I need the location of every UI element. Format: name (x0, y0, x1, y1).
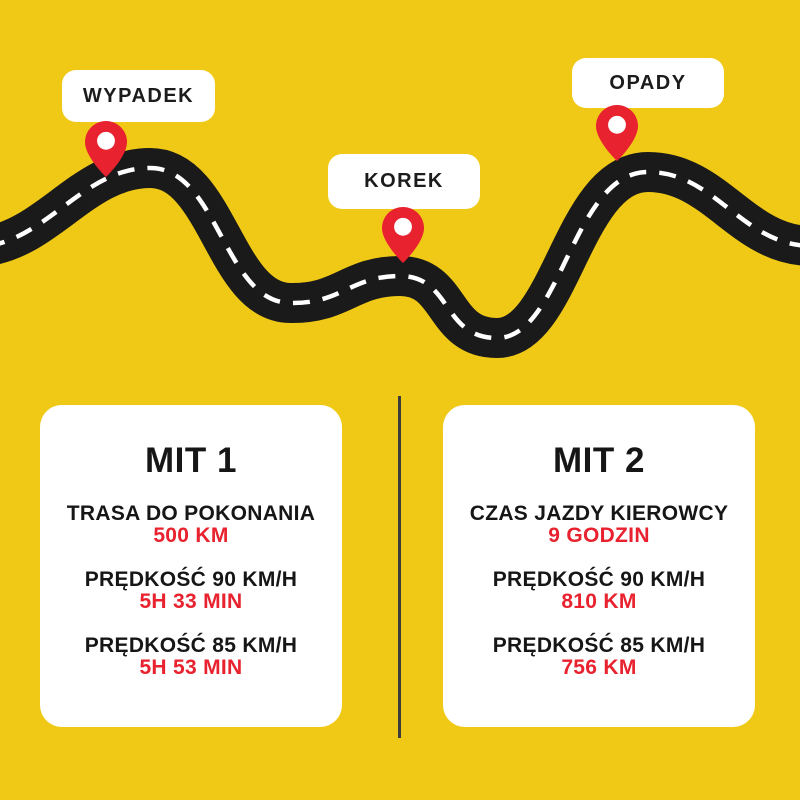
map-pin-icon (382, 207, 424, 263)
card-mit-2 (443, 405, 755, 727)
marker-label-text: KOREK (364, 170, 444, 192)
stat-value: 5H 53 MIN (139, 656, 243, 679)
map-pin-icon (596, 105, 638, 161)
stat-label: CZAS JAZDY KIEROWCY (469, 502, 729, 525)
stat-label: TRASA DO POKONANIA (66, 502, 316, 525)
stat-label: PRĘDKOŚĆ 85 KM/H (492, 634, 706, 657)
stat-value: 756 KM (561, 656, 637, 679)
stat-speed-90 (85, 569, 298, 613)
stat-speed-85 (493, 635, 706, 679)
marker-label-text: WYPADEK (82, 84, 195, 107)
stat-value: 500 KM (153, 524, 229, 547)
stat-drive-time (470, 503, 729, 547)
marker-label-wypadek (62, 70, 215, 122)
stat-label: PRĘDKOŚĆ 90 KM/H (492, 568, 706, 591)
stat-value: 9 GODZIN (548, 524, 650, 547)
marker-label-korek (328, 154, 480, 209)
stat-label: PRĘDKOŚĆ 85 KM/H (84, 634, 298, 657)
stat-speed-85 (85, 635, 298, 679)
stat-speed-90 (493, 569, 706, 613)
marker-label-text: OPADY (609, 71, 687, 94)
map-pin-icon (85, 121, 127, 177)
stat-distance (67, 503, 315, 547)
stat-value: 5H 33 MIN (139, 590, 243, 613)
stat-value: 810 KM (561, 590, 637, 613)
card-title: MIT 1 (145, 441, 237, 480)
card-mit-1 (40, 405, 342, 727)
marker-label-opady (572, 58, 724, 108)
card-title: MIT 2 (553, 441, 645, 480)
stat-label: PRĘDKOŚĆ 90 KM/H (84, 568, 298, 591)
vertical-divider (398, 396, 401, 738)
